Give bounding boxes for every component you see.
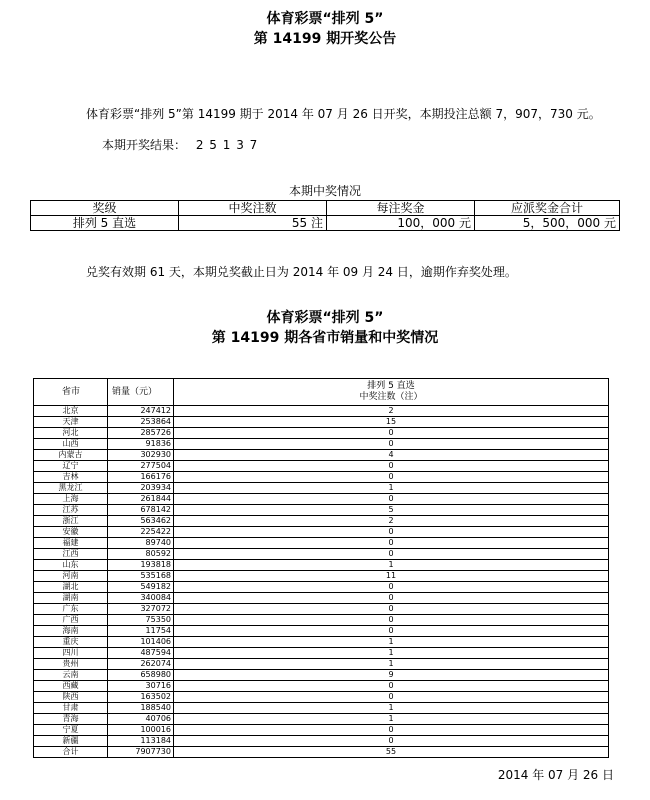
winners-cell: 0: [174, 582, 609, 593]
winners-cell: 11: [174, 571, 609, 582]
table-row: [34, 648, 609, 659]
province-cell: 辽宁: [34, 461, 108, 472]
sales-cell: 678142: [108, 505, 174, 516]
province-cell: 西藏: [34, 681, 108, 692]
table-row: [34, 626, 609, 637]
winners-cell: 0: [174, 681, 609, 692]
winners-cell: 0: [174, 626, 609, 637]
prize-table-caption: 本期中奖情况: [288, 184, 361, 198]
sales-cell: 203934: [108, 483, 174, 494]
prize-count: 55 注: [179, 216, 327, 231]
sales-table-body: [34, 406, 609, 758]
winners-cell: 1: [174, 648, 609, 659]
table-row: [34, 725, 609, 736]
table-row: [34, 560, 609, 571]
table-row: [34, 549, 609, 560]
sales-table: [33, 378, 609, 758]
winners-cell: 0: [174, 604, 609, 615]
province-cell: 甘肃: [34, 703, 108, 714]
draw-result-label: 本期开奖结果：: [102, 138, 187, 152]
province-cell: 浙江: [34, 516, 108, 527]
province-cell: 福建: [34, 538, 108, 549]
sales-cell: 247412: [108, 406, 174, 417]
draw-result-digits: 2 5 1 3 7: [195, 138, 259, 152]
winners-cell: 0: [174, 494, 609, 505]
province-cell: 青海: [34, 714, 108, 725]
winners-cell: 9: [174, 670, 609, 681]
province-cell: 河南: [34, 571, 108, 582]
winners-cell: 0: [174, 461, 609, 472]
table-row: [34, 494, 609, 505]
validity-notice: 兑奖有效期 61 天，本期兑奖截止日为 2014 年 09 月 24 日，逾期作弃奖处理。: [86, 265, 517, 279]
sales-cell: 188540: [108, 703, 174, 714]
winners-cell: 1: [174, 703, 609, 714]
sales-cell: 535168: [108, 571, 174, 582]
sales-cell: 89740: [108, 538, 174, 549]
sales-cell: 302930: [108, 450, 174, 461]
table-row: [34, 538, 609, 549]
province-cell: 天津: [34, 417, 108, 428]
sales-cell: 340084: [108, 593, 174, 604]
sales-cell: 113184: [108, 736, 174, 747]
sales-cell: 658980: [108, 670, 174, 681]
province-cell: 内蒙古: [34, 450, 108, 461]
table-row: [34, 659, 609, 670]
sales-cell: 193818: [108, 560, 174, 571]
sales-cell: 91836: [108, 439, 174, 450]
winners-cell: 2: [174, 406, 609, 417]
sales-cell: 327072: [108, 604, 174, 615]
header-winners: [174, 379, 609, 406]
sales-cell: 285726: [108, 428, 174, 439]
table-row: [34, 516, 609, 527]
table-row: [34, 450, 609, 461]
province-cell: 黑龙江: [34, 483, 108, 494]
table-row: [34, 703, 609, 714]
table-row: [34, 747, 609, 758]
table-row: [34, 582, 609, 593]
province-cell: 宁夏: [34, 725, 108, 736]
province-cell: 重庆: [34, 637, 108, 648]
province-cell: 吉林: [34, 472, 108, 483]
header-winners-line1: 排列 5 直选: [367, 381, 415, 391]
table-row: [34, 736, 609, 747]
winners-cell: 0: [174, 472, 609, 483]
prize-table-header-row: [31, 201, 620, 216]
sales-cell: 75350: [108, 615, 174, 626]
winners-cell: 0: [174, 692, 609, 703]
winners-cell: 0: [174, 736, 609, 747]
sales-cell: 40706: [108, 714, 174, 725]
sales-cell: 166176: [108, 472, 174, 483]
table-row: [34, 527, 609, 538]
sales-cell: 261844: [108, 494, 174, 505]
sales-cell: 100016: [108, 725, 174, 736]
table-row: [34, 406, 609, 417]
table-row: [34, 692, 609, 703]
winners-cell: 0: [174, 538, 609, 549]
sales-section-title: 体育彩票“排列 5”: [266, 310, 384, 326]
sales-cell: 80592: [108, 549, 174, 560]
winners-cell: 1: [174, 483, 609, 494]
sales-cell: 7907730: [108, 747, 174, 758]
winners-cell: 1: [174, 637, 609, 648]
page-subtitle: 第 14199 期开奖公告: [253, 31, 397, 47]
province-cell: 云南: [34, 670, 108, 681]
page-title: 体育彩票“排列 5”: [266, 11, 384, 27]
winners-cell: 0: [174, 615, 609, 626]
sales-cell: 262074: [108, 659, 174, 670]
announcement-text: 体育彩票“排列 5”第 14199 期于 2014 年 07 月 26 日开奖，本期投注总额 7，907，730 元。: [86, 107, 601, 121]
province-cell: 山东: [34, 560, 108, 571]
table-row: [34, 483, 609, 494]
table-row: [34, 637, 609, 648]
winners-cell: 55: [174, 747, 609, 758]
header-winners-line2: 中奖注数（注）: [359, 392, 423, 402]
table-row: [34, 472, 609, 483]
province-cell: 广西: [34, 615, 108, 626]
sales-table-header-row: [34, 379, 609, 406]
sales-section-subtitle: 第 14199 期各省市销量和中奖情况: [211, 330, 439, 346]
province-cell: 广东: [34, 604, 108, 615]
table-row: [34, 681, 609, 692]
table-row: [34, 604, 609, 615]
sales-cell: 30716: [108, 681, 174, 692]
winners-cell: 0: [174, 549, 609, 560]
winners-cell: 0: [174, 428, 609, 439]
sales-cell: 487594: [108, 648, 174, 659]
province-cell: 合计: [34, 747, 108, 758]
table-row: [34, 505, 609, 516]
province-cell: 湖南: [34, 593, 108, 604]
table-row: [34, 417, 609, 428]
province-cell: 江苏: [34, 505, 108, 516]
province-cell: 海南: [34, 626, 108, 637]
table-row: [34, 714, 609, 725]
winners-cell: 1: [174, 560, 609, 571]
province-cell: 陕西: [34, 692, 108, 703]
table-row: [34, 670, 609, 681]
winners-cell: 15: [174, 417, 609, 428]
province-cell: 北京: [34, 406, 108, 417]
province-cell: 四川: [34, 648, 108, 659]
province-cell: 湖北: [34, 582, 108, 593]
prize-table-row: [31, 216, 620, 231]
province-cell: 安徽: [34, 527, 108, 538]
province-cell: 贵州: [34, 659, 108, 670]
footer-date: 2014 年 07 月 26 日: [497, 768, 614, 782]
header-sales: 销量（元）: [108, 379, 174, 406]
sales-cell: 101406: [108, 637, 174, 648]
prize-per-amount: 100，000 元: [327, 216, 475, 231]
winners-cell: 0: [174, 725, 609, 736]
sales-cell: 11754: [108, 626, 174, 637]
province-cell: 河北: [34, 428, 108, 439]
province-cell: 江西: [34, 549, 108, 560]
winners-cell: 0: [174, 439, 609, 450]
winners-cell: 2: [174, 516, 609, 527]
table-row: [34, 593, 609, 604]
sales-cell: 549182: [108, 582, 174, 593]
sales-cell: 253864: [108, 417, 174, 428]
sales-cell: 563462: [108, 516, 174, 527]
province-cell: 山西: [34, 439, 108, 450]
prize-level: 排列 5 直选: [31, 216, 179, 231]
winners-cell: 0: [174, 593, 609, 604]
table-row: [34, 428, 609, 439]
table-row: [34, 461, 609, 472]
sales-cell: 277504: [108, 461, 174, 472]
header-level: 奖级: [31, 201, 179, 216]
winners-cell: 1: [174, 659, 609, 670]
table-row: [34, 615, 609, 626]
prize-total-amount: 5，500，000 元: [475, 216, 620, 231]
header-count: 中奖注数: [179, 201, 327, 216]
winners-cell: 1: [174, 714, 609, 725]
prize-table: [30, 200, 620, 231]
province-cell: 新疆: [34, 736, 108, 747]
winners-cell: 4: [174, 450, 609, 461]
header-province: 省市: [34, 379, 108, 406]
draw-result: [102, 137, 258, 153]
province-cell: 上海: [34, 494, 108, 505]
winners-cell: 0: [174, 527, 609, 538]
header-total: 应派奖金合计: [475, 201, 620, 216]
winners-cell: 5: [174, 505, 609, 516]
table-row: [34, 439, 609, 450]
table-row: [34, 571, 609, 582]
header-per-prize: 每注奖金: [327, 201, 475, 216]
sales-cell: 163502: [108, 692, 174, 703]
sales-cell: 225422: [108, 527, 174, 538]
